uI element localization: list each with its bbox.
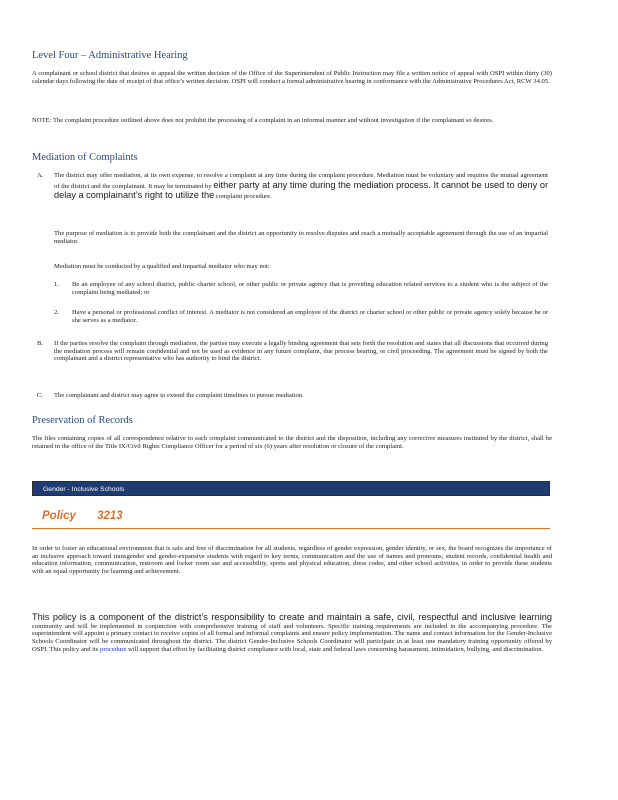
item-a-label: A. — [37, 172, 44, 179]
mediation-a-part1: The district may offer mediation, at its own expense, to resolve a complaint at any time during the complaint procedure. Mediation must be voluntary and requires the mutual agreement of the district and the complainant. It may be terminated by — [54, 172, 548, 190]
item-c-label: C. — [37, 392, 44, 399]
mediation-c-text: The complainant and district may agree to extend the complaint timelines to pursue mediation. — [54, 392, 304, 399]
policy-paragraph-1: In order to foster an educational environment that is safe and free of discrimination for all students, regardless of gender expression, gender identity, or sex, the board recognizes the importance of an inclusive approach toward transgender and gender-expansive students with regard to key terms, communication and the use of names and pronouns, student records, confidential health and education information, communication, restroom and locker room use and accessibility, sports and physical education, dress codes, and other school activities, in order to provide these students with an equal opportunity for learning and achievement. — [32, 545, 552, 576]
item-1-label: 1. — [54, 281, 59, 288]
policy-paragraph-2-body: community and will be implemented in conjunction with comprehensive training of staff and volunteers. Specific training requirements are included in the accompanying procedure. The superintendent will appoint a primary contact to receive copies of all formal and informal complaints and ensure policy implementation. The name and contact information for the Gender-Inclusive Schools Coordinator will be communicated throughout the district. The district Gender-Inclusive Schools Coordinator will participate in at least one mandatory training opportunity offered by OSPI. This policy and its — [32, 622, 552, 653]
policy-divider — [32, 528, 550, 529]
mediation-a-part2: either party at any time during the mediation process. It cannot be used to deny or delay a complainant’s right to utilize the — [54, 179, 549, 201]
mediation-heading: Mediation of Complaints — [32, 152, 138, 163]
item-b-label: B. — [37, 340, 44, 347]
procedure-link[interactable]: procedure — [100, 645, 127, 653]
mediation-item-1: Be an employee of any school district, public charter school, or other public or private agency that is providing education related services to a student who is the subject of the complaint being mediated; or — [72, 281, 548, 296]
mediation-b-text: If the parties resolve the complaint through mediation, the parties may execute a legally binding agreement that sets forth the resolution and states that all discussions that occurred during the mediation process will remain confidential and not be used as evidence in any future complaint, due process hearing, or civil proceeding. The agreement must be signed by both the complainant and a district representative who has authority to bind the district. — [54, 340, 548, 363]
policy-title — [42, 510, 123, 522]
mediation-conducted: Mediation must be conducted by a qualified and impartial mediator who may not: — [54, 263, 270, 270]
item-2-label: 2. — [54, 309, 59, 316]
level-four-paragraph: A complainant or school district that desires to appeal the written decision of the Office of the Superintendent of Public Instruction may file a written notice of appeal with OSPI within thirty (30) calendar days following the date of receipt of that office’s written decision. OSPI will conduct a formal administrative hearing in conformance with the Administrative Procedures Act, RCW 34.05. — [32, 70, 552, 85]
mediation-item-2: Have a personal or professional conflict of interest. A mediator is not considered an employee of the district or charter school or other public or private agency solely because he or she serves as a mediator. — [72, 309, 548, 324]
policy-paragraph-2 — [32, 612, 552, 654]
note-paragraph: NOTE: The complaint procedure outlined above does not prohibit the processing of a complaint in an informal manner and without investigation if the complainant so desires. — [32, 117, 494, 124]
gender-inclusive-banner: Gender - Inclusive Schools — [32, 481, 550, 496]
mediation-purpose: The purpose of mediation is to provide both the complainant and the district an opportunity to resolve disputes and reach a mutually acceptable agreement through the use of an impartial mediator. — [54, 230, 548, 245]
level-four-heading: Level Four – Administrative Hearing — [32, 50, 188, 61]
preservation-heading: Preservation of Records — [32, 415, 133, 426]
mediation-a-text — [54, 172, 548, 201]
policy-number: 3213 — [97, 510, 123, 522]
mediation-a-part3: complaint procedure. — [215, 193, 272, 201]
policy-paragraph-2-tail: will support that effort by facilitating district compliance with local, state and federal laws concerning harassment, intimidation, bullying, and discrimination. — [128, 645, 544, 653]
preservation-text: The files containing copies of all correspondence relative to each complaint communicated to the district and the disposition, including any corrective measures instituted by the district, shall be retained in the office of the Title IX/Civil Rights Compliance Officer for a period of six (6) years after resolution or closure of the complaint. — [32, 435, 552, 450]
policy-paragraph-2-lead: This policy is a component of the district’s responsibility to create and maintain a safe, civil, respectful and inclusive learning — [32, 612, 552, 622]
policy-label: Policy — [42, 510, 76, 522]
